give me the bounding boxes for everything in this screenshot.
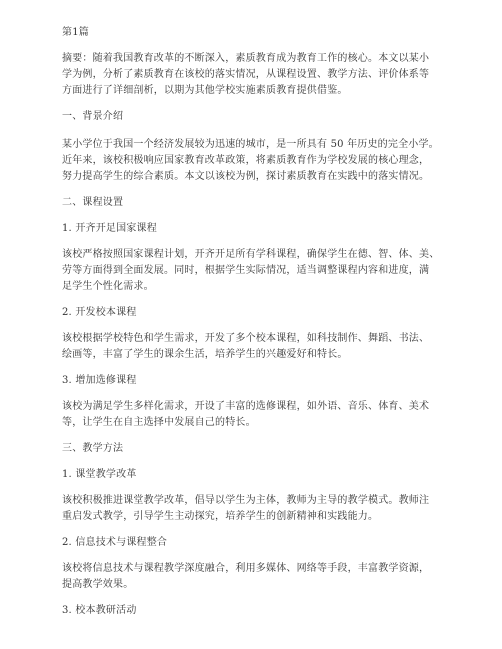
subheading-school-research: 3. 校本教研活动: [62, 605, 137, 616]
subheading-school-curriculum: 2. 开发校本课程: [62, 307, 137, 318]
paragraph-line: 近年来，该校积极响应国家教育改革政策，将素质教育作为学校发展的核心理念，: [62, 155, 430, 166]
paragraph-line: 该校为满足学生多样化需求，开设了丰富的选修课程，如外语、音乐、体育、美术: [62, 401, 430, 412]
paragraph-line: 该校将信息技术与课程教学深度融合，利用多媒体、网络等手段，丰富教学资源，: [62, 563, 430, 574]
paragraph-line: 劳等方面得到全面发展。同时，根据学生实际情况，适当调整课程内容和进度，满: [62, 265, 430, 276]
paragraph-line: 努力提高学生的综合素质。本文以该校为例，探讨素质教育在实践中的落实情况。: [62, 171, 430, 182]
paragraph-line: 提高教学效果。: [62, 579, 134, 590]
section-heading-teaching-methods: 三、教学方法: [62, 443, 124, 454]
abstract-line: 摘要：随着我国教育改革的不断深入，素质教育成为教育工作的核心。本文以某小: [62, 53, 430, 64]
abstract-line: 方面进行了详细剖析，以期为其他学校实施素质教育提供借鉴。: [62, 85, 348, 96]
paragraph-line: 重启发式教学，引导学生主动探究，培养学生的创新精神和实践能力。: [62, 511, 379, 522]
page-label: 第1篇: [62, 27, 89, 38]
paragraph-line: 绘画等，丰富了学生的课余生活，培养学生的兴趣爱好和特长。: [62, 349, 348, 360]
paragraph-line: 该校严格按照国家课程计划，开齐开足所有学科课程，确保学生在德、智、体、美、: [62, 249, 440, 260]
paragraph-line: 等，让学生在自主选择中发展自己的特长。: [62, 417, 256, 428]
paragraph-line: 足学生个性化需求。: [62, 281, 154, 292]
paragraph-line: 该校根据学校特色和学生需求，开发了多个校本课程，如科技制作、舞蹈、书法、: [62, 333, 430, 344]
subheading-classroom-reform: 1. 课堂教学改革: [62, 469, 137, 480]
subheading-it-integration: 2. 信息技术与课程整合: [62, 537, 168, 548]
section-heading-curriculum: 二、课程设置: [62, 197, 124, 208]
section-heading-background: 一、背景介绍: [62, 111, 124, 122]
subheading-national-curriculum: 1. 开齐开足国家课程: [62, 223, 157, 234]
paragraph-line: 该校积极推进课堂教学改革，倡导以学生为主体，教师为主导的教学模式。教师注: [62, 495, 430, 506]
paragraph-line: 某小学位于我国一个经济发展较为迅速的城市，是一所具有 50 年历史的完全小学。: [62, 139, 439, 150]
abstract-line: 学为例，分析了素质教育在该校的落实情况，从课程设置、教学方法、评价体系等: [62, 69, 430, 80]
subheading-elective-courses: 3. 增加选修课程: [62, 375, 137, 386]
